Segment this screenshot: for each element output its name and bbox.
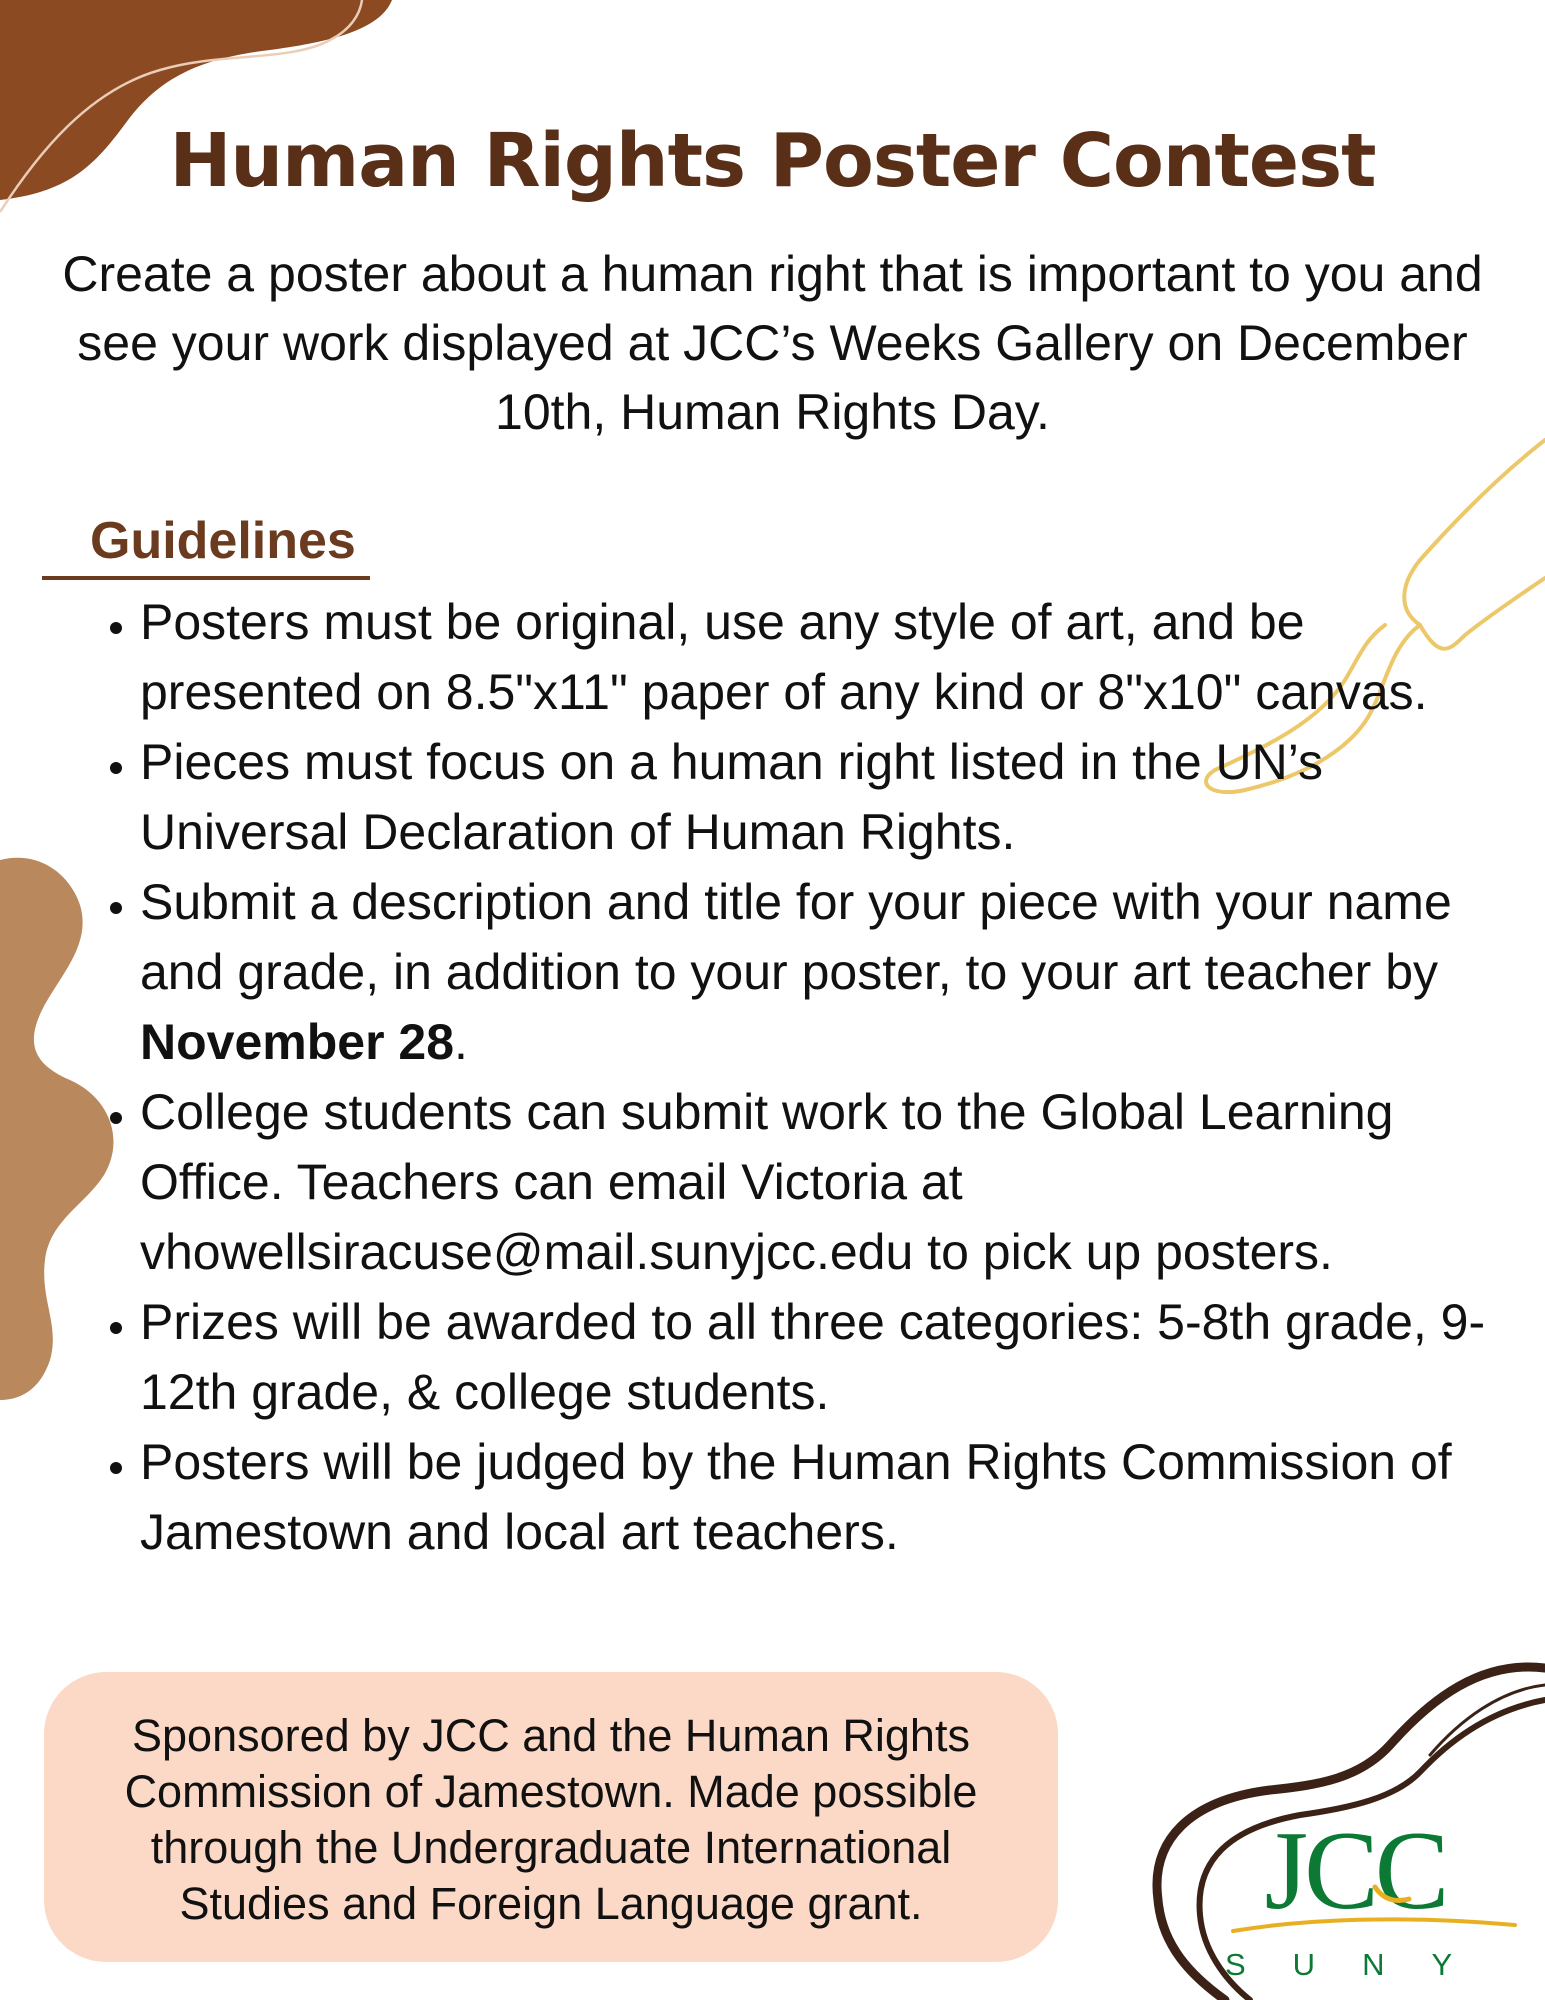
guidelines-heading: Guidelines (42, 508, 370, 580)
sponsor-text: Sponsored by JCC and the Human Rights Commission of Jamestown. Made possible through the Undergraduate International Studies and Foreign Language grant. (124, 1710, 978, 1929)
left-side-blob (0, 858, 113, 1400)
list-item (140, 1077, 1540, 1287)
list-item (140, 587, 1540, 727)
list-item (140, 867, 1540, 1077)
guideline-text: Pieces must focus on a human right listed in the UN’s Universal Declaration of Human Rights. (140, 734, 1323, 860)
guideline-text: Submit a description and title for your piece with your name and grade, in addition to your poster, to your art teacher by (140, 874, 1452, 1000)
list-item (140, 1427, 1540, 1567)
list-item (140, 727, 1540, 867)
guideline-text: Posters must be original, use any style of art, and be presented on 8.5"x11" paper of any kind or 8"x10" canvas. (140, 594, 1428, 720)
list-item (140, 1287, 1540, 1427)
guidelines-list (100, 587, 1540, 1567)
guideline-text: College students can submit work to the Global Learning Office. Teachers can email Victoria at vhowellsiracuse@mail.sunyjcc.edu to pick up posters. (140, 1084, 1394, 1280)
jcc-suny-logo (1225, 1809, 1525, 2000)
guideline-text-end: . (454, 1014, 468, 1070)
logo-jcc-text: JCC (1264, 1809, 1446, 1933)
guideline-text: Posters will be judged by the Human Rights Commission of Jamestown and local art teachers. (140, 1434, 1452, 1560)
sponsor-box (44, 1672, 1058, 1962)
logo-suny-text: SUNY (1225, 1947, 1500, 1982)
deadline-date: November 28 (140, 1014, 455, 1070)
guideline-text: Prizes will be awarded to all three categories: 5-8th grade, 9-12th grade, & college students. (140, 1294, 1486, 1420)
intro-paragraph: Create a poster about a human right that is important to you and see your work displayed at JCC’s Weeks Gallery on December 10th, Human Rights Day. (62, 246, 1483, 440)
page-title: Human Rights Poster Contest (169, 118, 1376, 204)
